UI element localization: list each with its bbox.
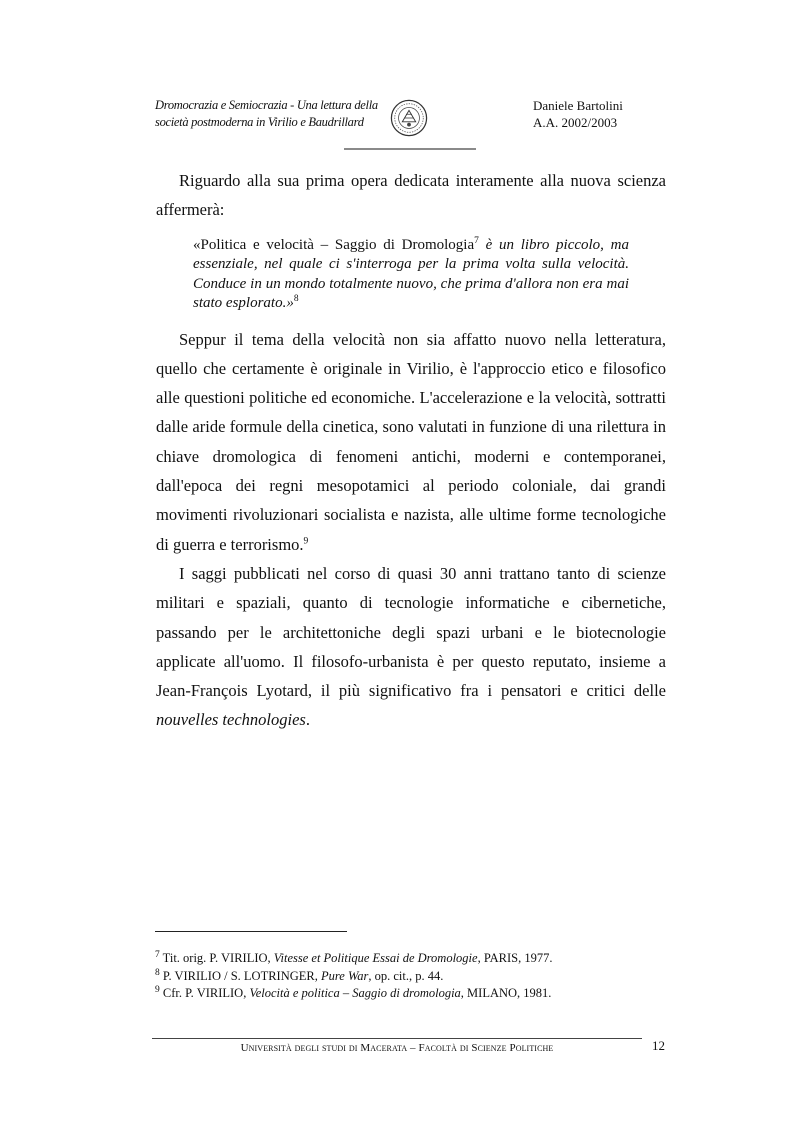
footnote-8 (155, 968, 675, 986)
header-year: A.A. 2002/2003 (533, 115, 618, 130)
footnote-text: , MILANO, 1981. (460, 986, 552, 1000)
main-body (156, 166, 666, 735)
header-divider (344, 148, 476, 150)
footnotes (155, 950, 675, 1003)
footnote-text: Tit. orig. P. VIRILIO, (159, 951, 274, 965)
footnote-text: Cfr. P. VIRILIO, (159, 986, 250, 1000)
footnote-number: 9 (155, 984, 160, 995)
paragraph-3-text: I saggi pubblicati nel corso di quasi 30 anni trattano tanto di scienze militari e spaziali, quanto di tecnologie informatiche e cibernetiche, passando per le architettoniche degli spazi urbani e le biotecnologie applicate all'uomo. Il filosofo-urbanista è per questo reputato, insieme a Jean-François Lyotard, il più significativo fra i pensatori e critici delle (156, 563, 666, 701)
footnote-title: Velocità e politica – Saggio di dromologia (249, 986, 461, 1000)
header-title-line2: società postmoderna in Virilio e Baudrillard (155, 115, 364, 129)
footnote-divider (155, 931, 347, 932)
footnote-ref-7[interactable]: 7 (474, 235, 479, 246)
paragraph-3-end: . (305, 710, 310, 730)
header-author-block (533, 97, 623, 131)
footnote-number: 7 (155, 949, 160, 960)
footnote-9 (155, 985, 675, 1003)
footnote-text: , PARIS, 1977. (477, 951, 553, 965)
footnote-7 (155, 950, 675, 968)
footnote-title: Vitesse et Politique Essai de Dromologie (273, 951, 478, 965)
paragraph-3-italic: nouvelles technologies (156, 710, 306, 730)
footnote-ref-8[interactable]: 8 (293, 294, 299, 305)
paragraph-2-text: Seppur il tema della velocità non sia affatto nuovo nella letteratura, quello che certamente è originale in Virilio, è l'approccio etico e filosofico alle questioni politiche ed economiche. L'accelerazione e la velocità, sottratti dalle aride formule della cinetica, sono valutati in funzione di una rilettura in chiave dromologica di fenomeni antichi, moderni e contemporanei, dall'epoca dei regni mesopotamici al periodo coloniale, dai grandi movimenti rivoluzionari socialista e nazista, alle ultime forme tecnologiche di guerra e terrorismo. (156, 329, 666, 554)
paragraph-3 (156, 559, 666, 735)
university-seal-icon (390, 99, 428, 137)
footnote-text: , op. cit., p. 44. (368, 968, 444, 983)
footnote-text: P. VIRILIO / S. LOTRINGER, (159, 968, 321, 983)
page-number: 12 (652, 1038, 665, 1053)
paragraph-1: Riguardo alla sua prima opera dedicata interamente alla nuova scienza affermerà: (156, 171, 666, 220)
header-author: Daniele Bartolini (533, 98, 623, 113)
quote-title: «Politica e velocità – Saggio di Dromologia (193, 236, 475, 253)
footnote-title: Pure War (320, 968, 369, 983)
quote-text: è un libro piccolo, ma essenziale, nel quale ci s'interroga per la prima volta sulla velocità. Conduce in un mondo totalmente nuovo, che prima d'allora non era mai stato esplorato.» (193, 236, 629, 312)
footer-institution-text: Università degli studi di Macerata – Facoltà di Scienze Politiche (240, 1042, 554, 1054)
footnote-number: 8 (155, 967, 160, 978)
header-title-line1: Dromocrazia e Semiocrazia - Una lettura della (155, 98, 378, 112)
footer-divider (152, 1038, 642, 1039)
block-quote (193, 236, 629, 314)
header-title (155, 97, 385, 131)
footer-institution (152, 1042, 642, 1054)
paragraph-2 (156, 325, 666, 559)
footnote-ref-9[interactable]: 9 (303, 536, 309, 547)
